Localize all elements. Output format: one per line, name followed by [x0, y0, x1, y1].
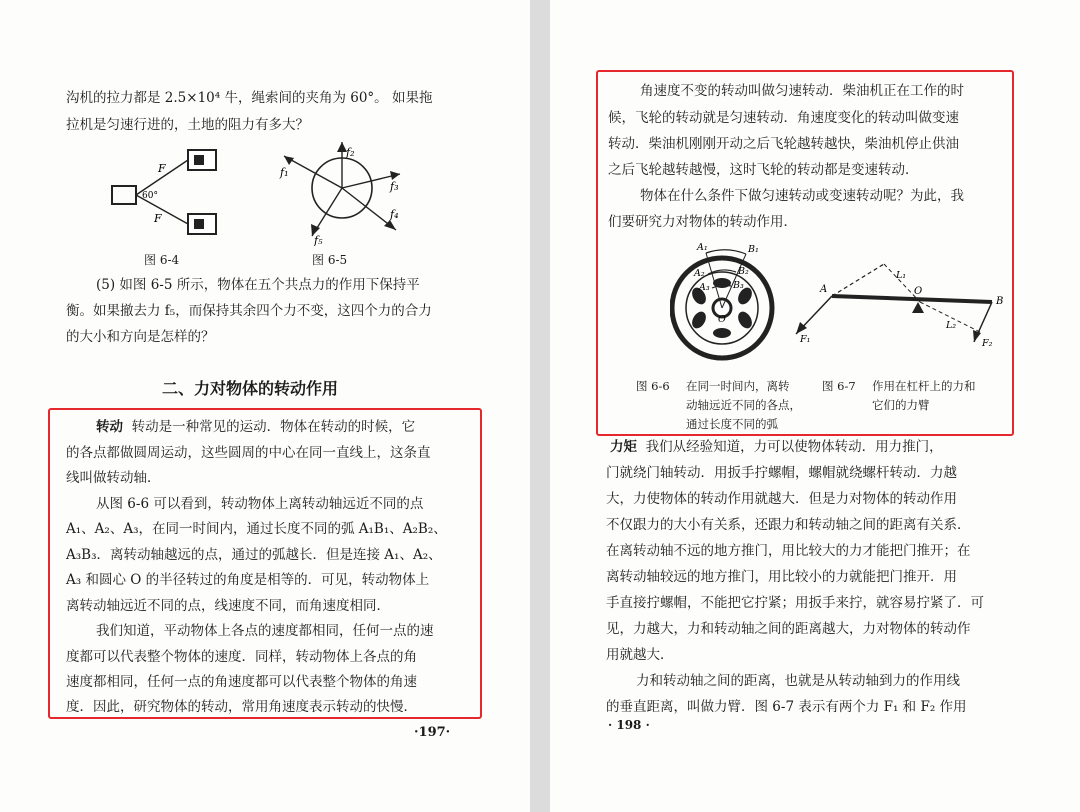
- text-line: 度．因此，研究物体的转动，常用角速度表示转动的快慢．: [66, 699, 417, 715]
- label-f5: f₅: [314, 234, 323, 246]
- figure-6-5: [272, 140, 412, 246]
- label-f2: F₂: [982, 338, 993, 348]
- text-span: 转动是一种常见的运动．物体在转动的时候，它: [131, 419, 416, 435]
- text-line: 从图 6-6 可以看到，转动物体上离转动轴远近不同的点: [96, 496, 424, 512]
- label-f2: f₂: [346, 146, 355, 159]
- label-a3: A₃: [699, 282, 710, 293]
- fig-6-6-caption-label: 图 6-6: [636, 379, 670, 393]
- page-gutter: [530, 0, 550, 812]
- text-line: 离转动轴较远的地方推门，用比较小的力就能把门推开．用: [606, 569, 957, 585]
- label-f3: f₃: [390, 180, 399, 193]
- label-angle: 60°: [142, 191, 158, 201]
- text-line: [610, 438, 943, 456]
- text-line: 线叫做转动轴．: [66, 470, 161, 486]
- text-line: 角速度不变的转动叫做匀速转动．柴油机正在工作的时: [640, 83, 964, 99]
- label-f4: f₄: [390, 208, 399, 221]
- text-line: 在离转动轴不远的地方推门，用比较大的力才能把门推开；在: [606, 543, 971, 559]
- label-l1: L₁: [896, 270, 907, 281]
- text-line: A₁、A₂、A₃，在同一时间内，通过长度不同的弧 A₁B₁、A₂B₂、: [66, 521, 447, 537]
- right-page: [550, 0, 1080, 812]
- text-line: 离转动轴远近不同的点，线速度不同，而角速度相同．: [66, 598, 390, 614]
- text-line: 拉机是匀速行进的，土地的阻力有多大？: [66, 117, 309, 133]
- label-f-bottom: F: [154, 212, 162, 225]
- fig-6-7-caption-line: 它们的力臂: [872, 398, 930, 412]
- label-o: O: [914, 286, 923, 297]
- arrow-head: [390, 171, 400, 180]
- text-line: 度都可以代表整个物体的速度．同样，转动物体上各点的角: [66, 649, 417, 665]
- label-a: A: [820, 284, 828, 295]
- label-a2: A₂: [694, 268, 705, 279]
- text-line: 的垂直距离，叫做力臂．图 6-7 表示有两个力 F₁ 和 F₂ 作用: [606, 699, 967, 715]
- text-line: 沟机的拉力都是 2.5×10⁴ 牛，绳索间的夹角为 60°。 如果拖: [66, 90, 433, 106]
- label-f1: f₁: [280, 166, 289, 179]
- text-line: 衡。如果撤去力 f₅，而保持其余四个力不变，这四个力的合力: [66, 303, 432, 319]
- text-line: 物体在什么条件下做匀速转动或变速转动呢？为此，我: [640, 188, 964, 204]
- plow-shape: [112, 186, 136, 204]
- text-line: 之后飞轮越转越慢，这时飞轮的转动都是变速转动．: [608, 162, 919, 178]
- fig-6-5-caption: 图 6-5: [312, 253, 348, 267]
- highlight-box-right: [596, 70, 1014, 436]
- text-line: 候，飞轮的转动就是匀速转动．角速度变化的转动叫做变速: [608, 110, 959, 126]
- text-line: 速度都相同，任何一点的角速度都可以代表整个物体的角速: [66, 674, 417, 690]
- text-line: A₃B₃．离转动轴越远的点，通过的弧越长．但是连接 A₁、A₂、: [66, 547, 442, 563]
- label-l2: L₂: [946, 320, 957, 331]
- text-line: 转动．柴油机刚刚开动之后飞轮越转越快，柴油机停止供油: [608, 136, 959, 152]
- label-a1: A₁: [697, 242, 708, 253]
- text-line: 用就越大．: [606, 647, 674, 663]
- label-o: O: [718, 314, 726, 325]
- text-line: 的各点都做圆周运动，这些圆周的中心在同一直线上，这条直: [66, 445, 431, 461]
- tractor-top-detail: [194, 155, 204, 165]
- figure-6-4: [110, 146, 240, 246]
- text-line: 见，力越大，力和转动轴之间的距离越大，力对物体的转动作: [606, 621, 971, 637]
- fig-6-4-caption: 图 6-4: [144, 253, 180, 267]
- text-line: 大，力使物体的转动作用就越大．但是力对物体的转动作用: [606, 491, 957, 507]
- fig-6-6-caption-line: 通过长度不同的弧: [686, 417, 778, 431]
- text-line: A₃ 和圆心 O 的半径转过的角度是相等的．可见，转动物体上: [66, 572, 430, 588]
- label-f-top: F: [158, 162, 166, 175]
- fig-6-7-caption-label: 图 6-7: [822, 379, 856, 393]
- label-b2: B₂: [738, 266, 749, 277]
- text-line: 不仅跟力的大小有关系，还跟力和转动轴之间的距离有关系．: [606, 517, 971, 533]
- fig-6-6-caption-line: 动轴远近不同的各点，: [686, 398, 801, 412]
- highlight-box-left: [48, 408, 482, 719]
- fig-6-7-caption-line: 作用在杠杆上的力和: [872, 379, 976, 393]
- fig-6-6-caption-line: 在同一时间内，离转: [686, 379, 790, 393]
- text-span: 我们从经验知道，力可以使物体转动．用力推门，: [645, 439, 943, 455]
- section-title: 二、力对物体的转动作用: [162, 379, 339, 398]
- text-line: 力和转动轴之间的距离，也就是从转动轴到力的作用线: [636, 673, 960, 689]
- page-number: · 198 ·: [608, 718, 650, 732]
- text-line: 手直接拧螺帽，不能把它拧紧；用扳手来拧，就容易拧紧了．可: [606, 595, 984, 611]
- text-line: 的大小和方向是怎样的？: [66, 329, 215, 345]
- term-rotation: 转动: [96, 419, 123, 435]
- left-page: [0, 0, 530, 812]
- label-b3: B₃: [733, 280, 744, 291]
- text-line: 我们知道，平动物体上各点的速度都相同，任何一点的速: [96, 623, 434, 639]
- text-line: 们要研究力对物体的转动作用．: [608, 214, 797, 230]
- label-b: B: [996, 296, 1004, 307]
- term-moment: 力矩: [610, 439, 637, 455]
- tractor-bottom-detail: [194, 219, 204, 229]
- text-line: (5) 如图 6-5 所示，物体在五个共点力的作用下保持平: [96, 277, 420, 293]
- text-line: 门就绕门轴转动．用扳手拧螺帽，螺帽就绕螺杆转动．力越: [606, 465, 957, 481]
- page-number: ·197·: [414, 725, 451, 740]
- label-f1: F₁: [800, 334, 811, 345]
- label-b1: B₁: [748, 244, 759, 255]
